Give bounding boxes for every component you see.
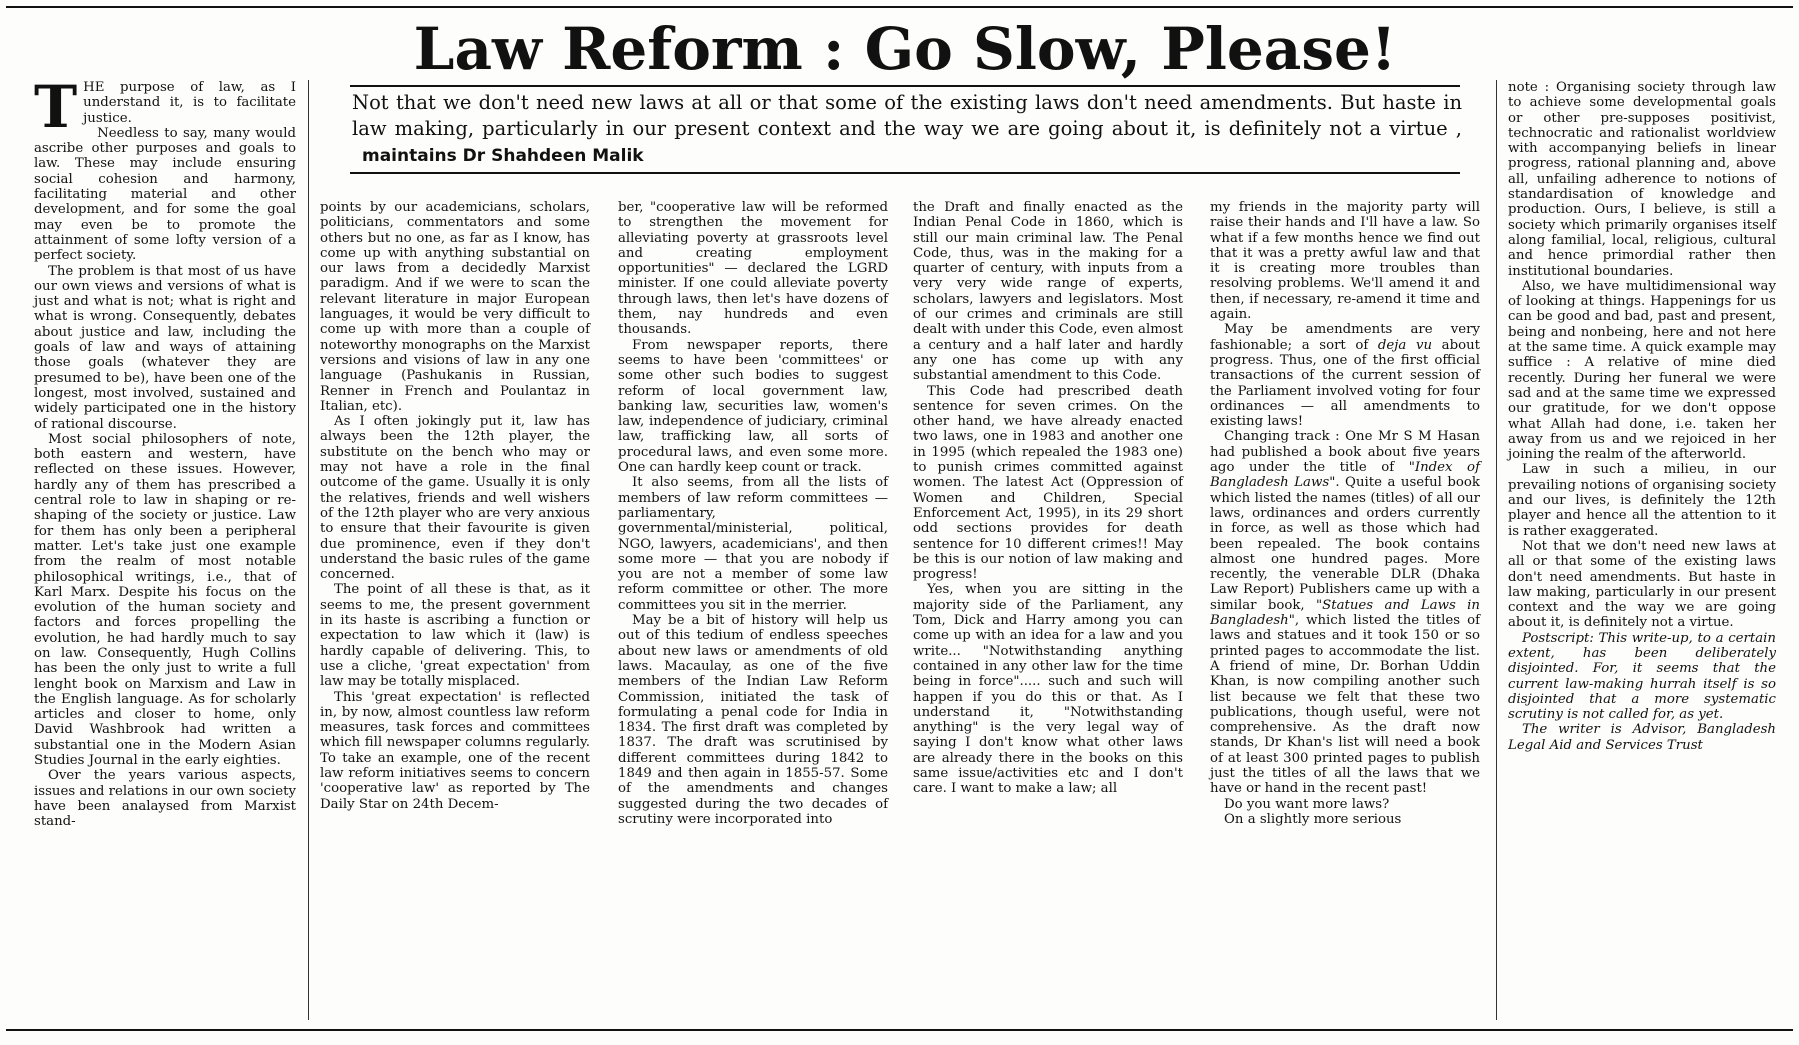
column-3-para-3: It also seems, from all the lists of members of law reform committees — parliamentary, governmental/ministerial, political, NGO, lawyers, academicians', and then some more — that you are nobody if you are not a member of some law reform committee or other. The more committees you sit in the merrier. bbox=[618, 475, 888, 613]
italic-span: deja vu bbox=[1377, 337, 1433, 353]
column-1-para-4: Most social philosophers of note, both eastern and western, have reflected on these issues. However, hardly any of them has prescribed a central role to law in shaping or re-shaping of the society or justice. Law for them has only been a peripheral matter. Let's take just one example from the realm of most notable philosophical writings, i.e., that of Karl Marx. Despite his focus on the evolution of the human society and factors and forces propelling the evolution, he had hardly much to say on law. Consequently, Hugh Collins has been the only just to write a full lenght book on Marxism and Law in the English language. As for scholarly articles and closer to home, only David Washbrook had written a substantial one in the Modern Asian Studies Journal in the early eighties. bbox=[34, 431, 296, 769]
byline: maintains Dr Shahdeen Malik bbox=[362, 146, 644, 166]
column-6 bbox=[1508, 80, 1776, 753]
column-1-para-2: Needless to say, many would ascribe other purposes and goals to law. These may include ensuring social cohesion and harmony, facilitating material and other development, and for some the goal may even be to promote the attainment of some lofty version of a perfect society. bbox=[34, 125, 296, 264]
bottom-rule bbox=[6, 1029, 1793, 1031]
column-3-para-1: ber, "cooperative law will be reformed to strengthen the movement for alleviating poverty at grassroots level and creating employment opportunities" — declared the LGRD minister. If one could alleviate poverty through laws, then let's have dozens of them, nay hundreds and even thousands. bbox=[618, 200, 888, 338]
column-4-para-1: the Draft and finally enacted as the Indian Penal Code in 1860, which is still our main criminal law. The Penal Code, thus, was in the making for a quarter of century, with inputs from a very very wide range of experts, scholars, lawyers and legislators. Most of our crimes and criminals are still dealt with under this Code, even almost a century and a half later and hardly any one has come up with any substantial amendment to this Code. bbox=[913, 200, 1183, 384]
text-span: , which listed the titles of laws and statues and it took 150 or so printed pages to accommodate the list. A friend of mine, Dr. Borhan Uddin Khan, is now compiling another such list because we felt that these two publications, though useful, were not comprehensive. As the draft now stands, Dr Khan's list will need a book of at least 300 printed pages to publish just the titles of all the laws that we have or hand in the recent past! bbox=[1210, 613, 1480, 797]
deck-text: Not that we don't need new laws at all or that some of the existing laws don't need amendments. But haste in law making, particularly in our present context and the way we are going about it, is definitely not a virtue , bbox=[352, 91, 1462, 140]
postscript: Postscript: This write-up, to a certain extent, has been deliberately disjointed. For, it seems that the current law-making hurrah itself is so disjointed that a more systematic scrutiny is not called for, as yet. bbox=[1508, 630, 1776, 723]
column-6-para-1: note : Organising society through law to achieve some developmental goals or other pre-supposes positivist, technocratic and rationalist worldview with accompanying beliefs in linear progress, rational planning and, above all, unfailing adherence to notions of standardisation of knowledge and production. Ours, I believe, is still a society which primarily organises itself along familial, local, religious, cultural and hence primordial rather then institutional boundaries. bbox=[1508, 80, 1776, 279]
column-2-para-1: points by our academicians, scholars, politicians, commentators and some others but no one, as far as I know, has come up with anything substantial on our laws from a decidedly Marxist paradigm. And if we were to scan the relevant literature in major European languages, it would be very difficult to come up with more than a couple of noteworthy monographs on the Marxist versions and visions of law in any one language (Pashukanis in Russian, Renner in French and Poulantaz in Italian, etc). bbox=[320, 200, 590, 414]
text-span: . Quite a useful book which listed the names (titles) of all our laws, ordinances and orders currently in force, as well as those which had been repealed. The book contains almost one hundred pages. More recently, the venerable DLR (Dhaka Law Report) Publishers came up with a similar book, bbox=[1210, 475, 1480, 613]
column-3-para-4: May be a bit of history will help us out of this tedium of endless speeches about new laws or amendments of old laws. Macaulay, as one of the five members of the Indian Law Reform Commission, initiated the task of formulating a penal code for India in 1834. The first draft was completed by 1837. The draft was scrutinised by different committees during 1842 to 1849 and then again in 1855-57. Some of the amendments and changes suggested during the two decades of scrutiny were incorporated into bbox=[618, 613, 888, 827]
column-1-para-3: The problem is that most of us have our own views and versions of what is just and what is not; what is right and what is wrong. Consequently, debates about justice and law, including the goals of law and ways of attaining those goals (whatever they are presumed to be), have been one of the longest, most involved, sustained and widely participated one in the history of rational discourse. bbox=[34, 263, 296, 432]
column-3-para-2: From newspaper reports, there seems to have been 'committees' or some other such bodies to suggest reform of local government law, banking law, securities law, women's law, independence of judiciary, criminal law, trafficking law, all sorts of procedural laws, and even some more. One can hardly keep count or track. bbox=[618, 337, 888, 476]
column-1-para-1-text: HE purpose of law, as I understand it, is to facilitate justice. bbox=[83, 80, 296, 126]
writer-note: The writer is Advisor, Bangladesh Legal Aid and Services Trust bbox=[1508, 722, 1776, 753]
column-2 bbox=[320, 200, 590, 812]
column-5-para-2 bbox=[1210, 322, 1480, 429]
column-4-para-2: This Code had prescribed death sentence for seven crimes. On the other hand, we have already enacted two laws, one in 1983 and another one in 1995 (which repealed the 1983 one) to punish crimes committed against women. The latest Act (Oppression of Women and Children, Special Enforcement Act, 1995), in its 29 short odd sections provides for death sentence for 10 different crimes!! May be this is our notion of law making and progress! bbox=[913, 383, 1183, 583]
column-6-para-4: Not that we don't need new laws at all or that some of the existing laws don't need amendments. But haste in law making, particularly in our present context and the way we are going about it, is definitely not a virtue. bbox=[1508, 538, 1776, 631]
deck bbox=[352, 90, 1462, 169]
deck-top-rule bbox=[350, 85, 1460, 87]
column-5-para-4: Do you want more laws? bbox=[1224, 796, 1390, 812]
column-6-para-3: Law in such a milieu, in our prevailing notions of organising society and our lives, is definitely the 12th player and hence all the attention to it is rather exaggerated. bbox=[1508, 462, 1776, 539]
column-2-para-3: The point of all these is that, as it seems to me, the present government in its haste is ascribing a function or expectation to law which it (law) is hardly capable of delivering. This, to use a cliche, 'great expectation' from law may be totally misplaced. bbox=[320, 582, 590, 690]
italic-span: "Statues and Laws in Bangladesh" bbox=[1210, 597, 1480, 629]
column-3 bbox=[618, 200, 888, 827]
column-1-para-1 bbox=[34, 73, 296, 141]
column-divider bbox=[308, 80, 309, 1020]
text-span: May be amendments are very fashionable; a sort of bbox=[1210, 322, 1480, 353]
top-rule bbox=[6, 6, 1793, 8]
drop-cap: T bbox=[34, 73, 78, 141]
text-span: about progress. Thus, one of the first official transactions of the current session of the Parliament involved voting for four ordinances — all amendments to existing laws! bbox=[1210, 337, 1481, 430]
column-5 bbox=[1210, 200, 1480, 827]
column-4-para-3: Yes, when you are sitting in the majority side of the Parliament, any Tom, Dick and Harry among you can come up with an idea for a law and you write... "Notwithstanding anything contained in any other law for the time being in force"..... such and such will happen if you do this or that. As I understand it, "Notwithstanding anything" is the very legal way of saying I don't know what other laws are already there in the books on this same issue/activities etc and I don't care. I want to make a law; all bbox=[913, 582, 1183, 797]
column-5-para-1: my friends in the majority party will raise their hands and I'll have a law. So what if a few months hence we find out that it was a pretty awful law and that it is creating more troubles than resolving problems. We'll amend it and then, if necessary, re-amend it time and again. bbox=[1210, 200, 1480, 323]
column-5-para-3 bbox=[1210, 429, 1480, 796]
column-1-para-5: Over the years various aspects, issues and relations in our own society have been analaysed from Marxist stand- bbox=[34, 768, 296, 830]
column-1 bbox=[34, 73, 296, 830]
column-6-para-2: Also, we have multidimensional way of looking at things. Happenings for us can be good and bad, past and present, being and nonbeing, here and not here at the same time. A quick example may suffice : A relative of mine died recently. During her funeral we were sad and at the same time we expressed our gratitude, for we don't oppose what Allah had done, i.e. taken her away from us and we rejoiced in her joining the realm of the afterworld. bbox=[1508, 278, 1776, 463]
column-5-para-5: On a slightly more serious bbox=[1224, 811, 1402, 827]
column-4 bbox=[913, 200, 1183, 797]
column-divider bbox=[1496, 80, 1497, 1020]
column-2-para-2: As I often jokingly put it, law has always been the 12th player, the substitute on the bench who may or may not have a role in the final outcome of the game. Usually it is only the relatives, friends and well wishers of the 12th player who are very anxious to ensure that their favourite is given due prominence, even if they don't understand the basic rules of the game concerned. bbox=[320, 414, 590, 583]
headline: Law Reform : Go Slow, Please! bbox=[413, 15, 1397, 83]
deck-bottom-rule bbox=[350, 172, 1460, 174]
italic-span: "Index of Bangladesh Laws" bbox=[1210, 460, 1480, 491]
text-span: Changing track : One Mr S M Hasan had published a book about five years ago under the title of bbox=[1210, 429, 1480, 476]
column-2-para-4: This 'great expectation' is reflected in, by now, almost countless law reform measures, task forces and committees which fill newspaper columns regularly. To take an example, one of the recent law reform initiatives seems to concern 'cooperative law' as reported by The Daily Star on 24th Decem- bbox=[320, 689, 590, 812]
